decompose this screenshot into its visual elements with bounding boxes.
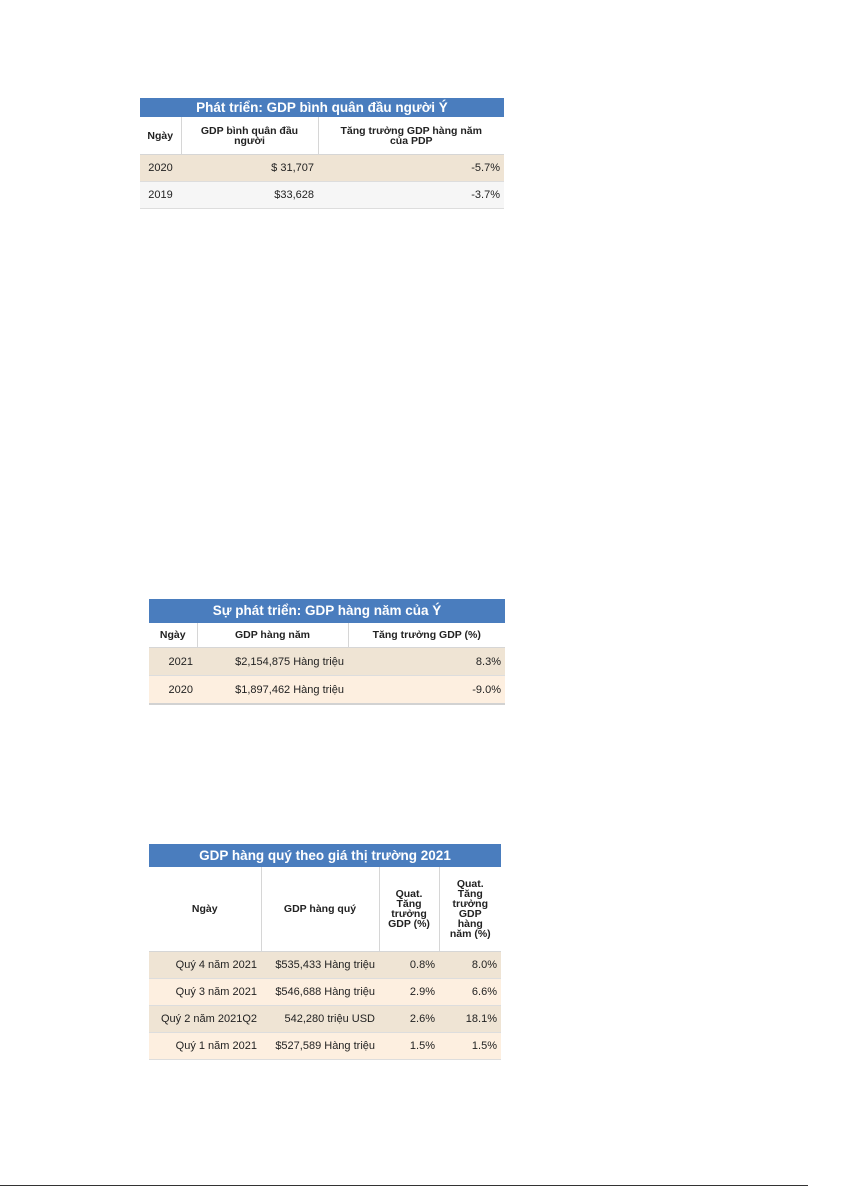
cell-date: Quý 1 năm 2021 — [149, 1033, 261, 1060]
cell-quarterly-gdp: 542,280 triệu USD — [261, 1006, 379, 1033]
cell-date: Quý 4 năm 2021 — [149, 952, 261, 979]
cell-annual-gdp: $1,897,462 Hàng triệu — [197, 676, 348, 705]
cell-annual-growth: 18.1% — [439, 1006, 501, 1033]
column-header-quarterly-growth: Quat. Tăng trưởng GDP (%) — [379, 867, 439, 952]
table-row — [140, 155, 504, 182]
column-header-growth: Tăng trưởng GDP hàng năm của PDP — [318, 117, 504, 155]
annual-gdp-table — [149, 598, 505, 705]
cell-date: 2020 — [149, 676, 197, 705]
column-header-date: Ngày — [149, 623, 197, 648]
cell-quarterly-gdp: $546,688 Hàng triệu — [261, 979, 379, 1006]
table-row — [149, 1033, 501, 1060]
cell-quarterly-gdp: $527,589 Hàng triệu — [261, 1033, 379, 1060]
cell-date: 2019 — [140, 182, 181, 209]
cell-growth: -5.7% — [318, 155, 504, 182]
column-header-annual-gdp: GDP hàng năm — [197, 623, 348, 648]
column-header-annual-growth: Quat. Tăng trưởng GDP hàng năm (%) — [439, 867, 501, 952]
table-header-row — [149, 623, 505, 648]
page-footer-rule — [0, 1185, 808, 1186]
table-header-row — [140, 117, 504, 155]
table-row — [149, 979, 501, 1006]
table-row — [149, 648, 505, 676]
column-header-date: Ngày — [140, 117, 181, 155]
column-header-quarterly-gdp: GDP hàng quý — [261, 867, 379, 952]
table-row — [149, 1006, 501, 1033]
table-title: Sự phát triển: GDP hàng năm của Ý — [149, 598, 505, 623]
table-row — [149, 676, 505, 705]
cell-growth: 8.3% — [348, 648, 505, 676]
cell-date: Quý 2 năm 2021Q2 — [149, 1006, 261, 1033]
column-header-growth: Tăng trưởng GDP (%) — [348, 623, 505, 648]
quarterly-gdp-table — [149, 843, 501, 1060]
column-header-date: Ngày — [149, 867, 261, 952]
cell-quarterly-growth: 0.8% — [379, 952, 439, 979]
table-title: Phát triển: GDP bình quân đầu người Ý — [140, 97, 504, 117]
cell-annual-growth: 1.5% — [439, 1033, 501, 1060]
cell-annual-gdp: $2,154,875 Hàng triệu — [197, 648, 348, 676]
cell-quarterly-growth: 2.9% — [379, 979, 439, 1006]
cell-annual-growth: 6.6% — [439, 979, 501, 1006]
table-row — [140, 182, 504, 209]
cell-quarterly-growth: 2.6% — [379, 1006, 439, 1033]
gdp-per-capita-table — [140, 97, 504, 209]
cell-date: 2021 — [149, 648, 197, 676]
cell-quarterly-growth: 1.5% — [379, 1033, 439, 1060]
column-header-gdp-per-capita: GDP bình quân đầu người — [181, 117, 318, 155]
cell-gdp-per-capita: $33,628 — [181, 182, 318, 209]
cell-date: 2020 — [140, 155, 181, 182]
cell-date: Quý 3 năm 2021 — [149, 979, 261, 1006]
table-row — [149, 952, 501, 979]
cell-quarterly-gdp: $535,433 Hàng triệu — [261, 952, 379, 979]
cell-annual-growth: 8.0% — [439, 952, 501, 979]
cell-growth: -3.7% — [318, 182, 504, 209]
cell-growth: -9.0% — [348, 676, 505, 705]
table-title: GDP hàng quý theo giá thị trường 2021 — [149, 843, 501, 867]
table-header-row — [149, 867, 501, 952]
cell-gdp-per-capita: $ 31,707 — [181, 155, 318, 182]
